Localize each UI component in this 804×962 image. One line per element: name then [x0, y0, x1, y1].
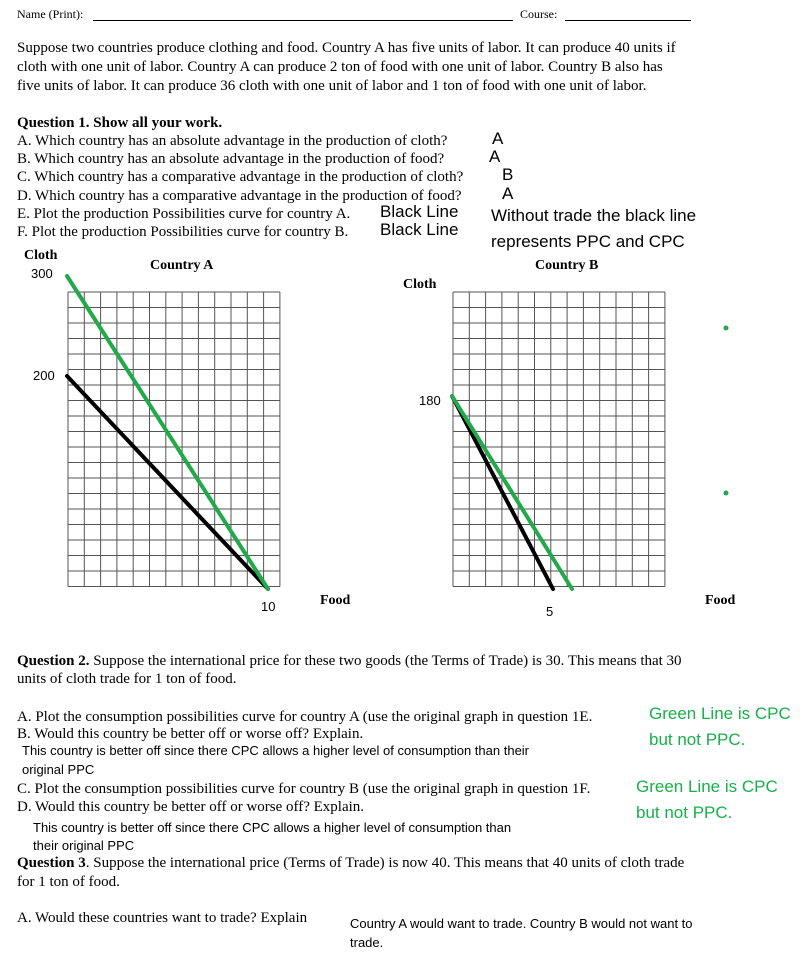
q3-answer-line-1: Country A would want to trade. Country B would not want to	[350, 916, 693, 931]
q1-answer-f: Black Line	[380, 220, 459, 239]
graph-b-ppc-line	[452, 396, 553, 589]
question-2-title: Question 2.	[17, 653, 90, 669]
graph-a-ppc-line	[67, 376, 268, 589]
graph-a-y-label: Cloth	[24, 248, 58, 263]
q1-item-f: F. Plot the production Possibilities curve for country B.	[17, 224, 349, 240]
question-3-line-1	[17, 854, 684, 873]
intro-line-3: five units of labor. It can produce 36 cloth with one unit of labor and 1 ton of food with one unit of labor.	[17, 78, 647, 94]
q3-answer-line-2: trade.	[350, 935, 384, 950]
question-2-line-1	[17, 652, 682, 671]
q3-item-a: A. Would these countries want to trade? Explain	[17, 910, 308, 926]
question-2-text-2: units of cloth trade for 1 ton of food.	[17, 671, 237, 687]
intro-line-1: Suppose two countries produce clothing and food. Country A has five units of labor. It can produce 40 units if	[17, 40, 676, 56]
q1-item-a: A. Which country has an absolute advantage in the production of cloth?	[17, 133, 448, 149]
q1-item-d: D. Which country has a comparative advantage in the production of food?	[17, 188, 462, 204]
graph-b-title: Country B	[535, 258, 599, 273]
q2-answer-d-line-1: This country is better off since there CPC allows a higher level of consumption than	[33, 820, 512, 835]
graph-b-cpc-line	[452, 396, 572, 589]
graph-b-tick-180: 180	[419, 393, 441, 408]
q2-note-c-line-2: but not PPC.	[636, 803, 733, 822]
question-1-title: Question 1. Show all your work.	[17, 115, 223, 131]
graph-a-tick-200: 200	[33, 368, 55, 383]
question-3-text-1: . Suppose the international price (Terms of Trade) is now 40. This means that 40 units of cloth trade	[85, 855, 685, 871]
q2-answer-d-line-2: their original PPC	[33, 838, 135, 853]
q2-answer-b-line-2: original PPC	[22, 762, 95, 777]
q2-item-a: A. Plot the consumption possibilities curve for country A (use the original graph in question 1E.	[17, 709, 593, 725]
graph-b-y-label: Cloth	[403, 277, 437, 292]
q1-answer-c: B	[502, 165, 514, 184]
green-dot-1	[724, 326, 729, 331]
q1-item-c: C. Which country has a comparative advantage in the production of cloth?	[17, 169, 464, 185]
q2-item-b: B. Would this country be better off or worse off? Explain.	[17, 726, 364, 742]
q1-item-e: E. Plot the production Possibilities curve for country A.	[17, 206, 351, 222]
q2-answer-b-line-1: This country is better off since there CPC allows a higher level of consumption than their	[22, 743, 530, 758]
q1-note-line-2: represents PPC and CPC	[491, 232, 685, 251]
graph-a-tick-300: 300	[31, 266, 53, 281]
green-dot-2	[724, 491, 729, 496]
q1-answer-b: A	[489, 147, 501, 166]
q1-answer-d: A	[502, 184, 514, 203]
question-3-title: Question 3	[17, 855, 86, 871]
graph-b-tick-5: 5	[546, 604, 554, 619]
q2-note-a-line-1: Green Line is CPC	[649, 704, 791, 723]
graph-b-grid	[453, 292, 665, 587]
course-label: Course:	[520, 7, 558, 21]
q2-item-d: D. Would this country be better off or worse off? Explain.	[17, 799, 365, 815]
graph-a-x-label: Food	[320, 593, 351, 608]
graph-a-tick-10: 10	[261, 599, 276, 614]
question-2-text-1: Suppose the international price for these two goods (the Terms of Trade) is 30. This means that 30	[89, 653, 682, 669]
intro-line-2: cloth with one unit of labor. Country A can produce 2 ton of food with one unit of labor. Country B also has	[17, 59, 663, 75]
question-3-text-2: for 1 ton of food.	[17, 874, 120, 890]
q2-note-a-line-2: but not PPC.	[649, 730, 746, 749]
q1-answer-a: A	[492, 129, 504, 148]
name-label: Name (Print):	[17, 7, 84, 21]
graph-a-title: Country A	[150, 258, 214, 273]
graph-b-x-label: Food	[705, 593, 736, 608]
q1-item-b: B. Which country has an absolute advantage in the production of food?	[17, 151, 445, 167]
q1-note-line-1: Without trade the black line	[491, 206, 697, 225]
q2-item-c: C. Plot the consumption possibilities curve for country B (use the original graph in question 1F.	[17, 781, 591, 797]
q2-note-c-line-1: Green Line is CPC	[636, 777, 778, 796]
q1-answer-e: Black Line	[380, 202, 459, 221]
